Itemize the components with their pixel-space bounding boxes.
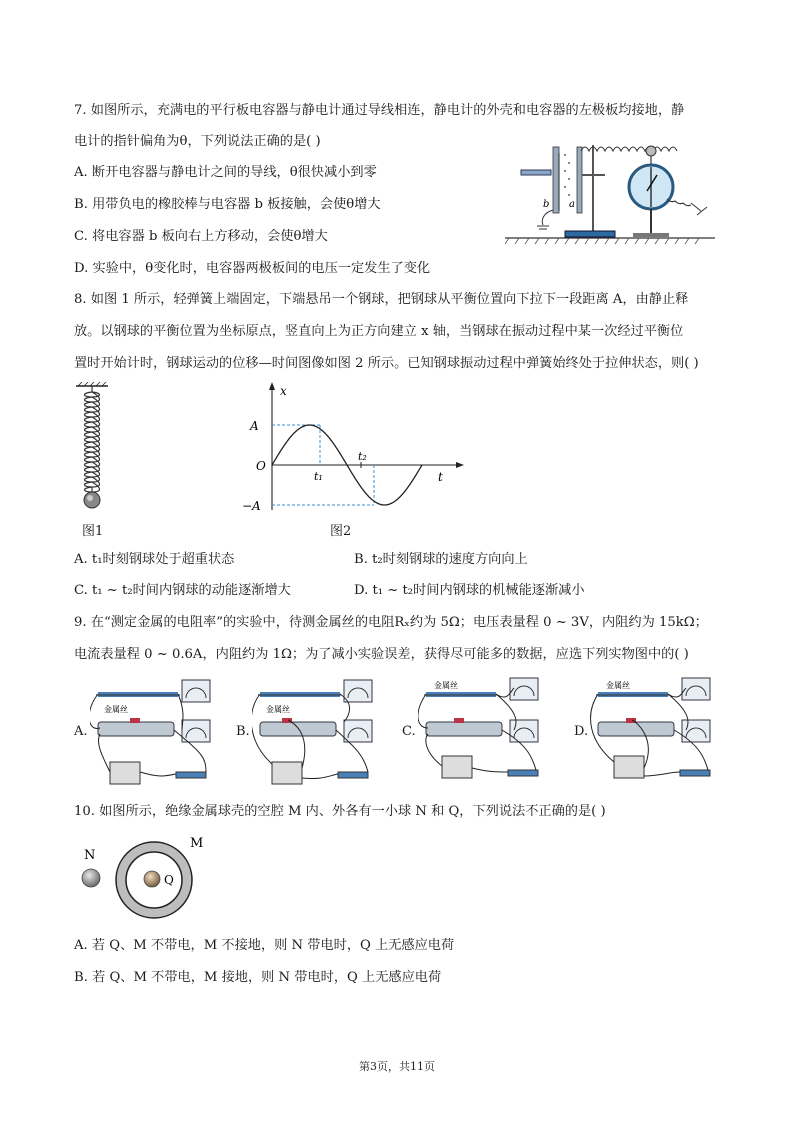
- q8-t2-label: t₂: [358, 450, 367, 463]
- q9-wire-label-c: 金属丝: [434, 681, 458, 690]
- q7-plate-a-label: a: [569, 199, 575, 210]
- q9-stem-line1: 9. 在“测定金属的电阻率”的实验中，待测金属丝的电阻Rₓ约为 5Ω；电压表量程 0 ~ 3V，内阻约为 15kΩ；: [74, 615, 708, 630]
- q8-stem-line1: 8. 如图 1 所示，轻弹簧上端固定，下端悬吊一个钢球，把钢球从平衡位置向下拉下一段距离 A，由静止释: [74, 292, 689, 307]
- q10-option-a: A. 若 Q、M 不带电，M 不接地，则 N 带电时，Q 上无感应电荷: [74, 938, 455, 953]
- q9-label-c: C.: [402, 724, 416, 739]
- q8-option-b: B. t₂时刻钢球的速度方向向上: [354, 552, 528, 567]
- q8-option-d: D. t₁ ~ t₂时间内钢球的机械能逐渐减小: [354, 583, 585, 598]
- q8-displacement-time-graph: [238, 380, 468, 515]
- q9-wire-label-a: 金属丝: [104, 705, 128, 714]
- q9-circuit-d: [590, 672, 722, 792]
- q7-stem-line1: 7. 如图所示，充满电的平行板电容器与静电计通过导线相连，静电计的外壳和电容器的左极板均接地，静: [74, 103, 685, 118]
- q7-stem-line2: 电计的指针偏角为θ，下列说法正确的是( ): [74, 134, 321, 149]
- q10-option-b: B. 若 Q、M 不带电，M 接地，则 N 带电时，Q 上无感应电荷: [74, 970, 442, 985]
- q7-option-c: C. 将电容器 b 板向右上方移动，会使θ增大: [74, 229, 328, 244]
- page-footer: 第3页，共11页: [359, 1060, 435, 1073]
- q7-plate-b-label: b: [543, 199, 550, 210]
- q9-wire-label-d: 金属丝: [606, 681, 630, 690]
- q7-option-b: B. 用带负电的橡胶棒与电容器 b 板接触，会使θ增大: [74, 197, 381, 212]
- q10-ball-q-label: Q: [164, 873, 174, 887]
- q9-stem-line2: 电流表量程 0 ~ 0.6A，内阻约为 1Ω；为了减小实验误差，获得尽可能多的数据，应选下列实物图中的( ): [74, 647, 689, 662]
- q8-stem-line3: 置时开始计时，钢球运动的位移—时间图像如图 2 所示。已知钢球振动过程中弹簧始终处于拉伸状态，则( ): [74, 356, 699, 371]
- q8-fig2-caption: 图2: [330, 524, 352, 539]
- q9-label-d: D.: [574, 724, 589, 739]
- q8-stem-line2: 放。以钢球的平衡位置为坐标原点，竖直向上为正方向建立 x 轴，当钢球在振动过程中某一次经过平衡位: [74, 324, 684, 339]
- q8-neg-amplitude-label: −A: [242, 499, 261, 513]
- q10-shell-m-label: M: [190, 836, 204, 851]
- q8-axis-t-label: t: [438, 470, 443, 484]
- q8-fig1-caption: 图1: [82, 524, 104, 539]
- q7-option-a: A. 断开电容器与静电计之间的导线，θ很快减小到零: [74, 165, 377, 180]
- q10-ball-n-label: N: [84, 848, 96, 863]
- q7-capacitor-electroscope-figure: [505, 125, 720, 250]
- q8-axis-x-label: x: [280, 384, 287, 398]
- q8-option-c: C. t₁ ~ t₂时间内钢球的动能逐渐增大: [74, 583, 291, 598]
- q9-circuit-a: [90, 672, 222, 792]
- q9-wire-label-b: 金属丝: [266, 705, 290, 714]
- q7-option-d: D. 实验中，θ变化时，电容器两极板间的电压一定发生了变化: [74, 261, 431, 276]
- q10-stem-line1: 10. 如图所示，绝缘金属球壳的空腔 M 内、外各有一小球 N 和 Q，下列说法不正确的是( ): [74, 804, 606, 819]
- q9-circuit-b: [252, 672, 384, 792]
- q8-origin-label: O: [256, 459, 266, 473]
- q8-amplitude-label: A: [250, 419, 259, 433]
- q8-spring-figure: [72, 382, 112, 512]
- q9-label-a: A.: [74, 724, 88, 739]
- q8-t1-label: t₁: [314, 470, 323, 483]
- q10-metal-shell-figure: [76, 835, 216, 935]
- q9-label-b: B.: [236, 724, 250, 739]
- q8-option-a: A. t₁时刻钢球处于超重状态: [74, 552, 235, 567]
- q9-circuit-c: [418, 672, 550, 792]
